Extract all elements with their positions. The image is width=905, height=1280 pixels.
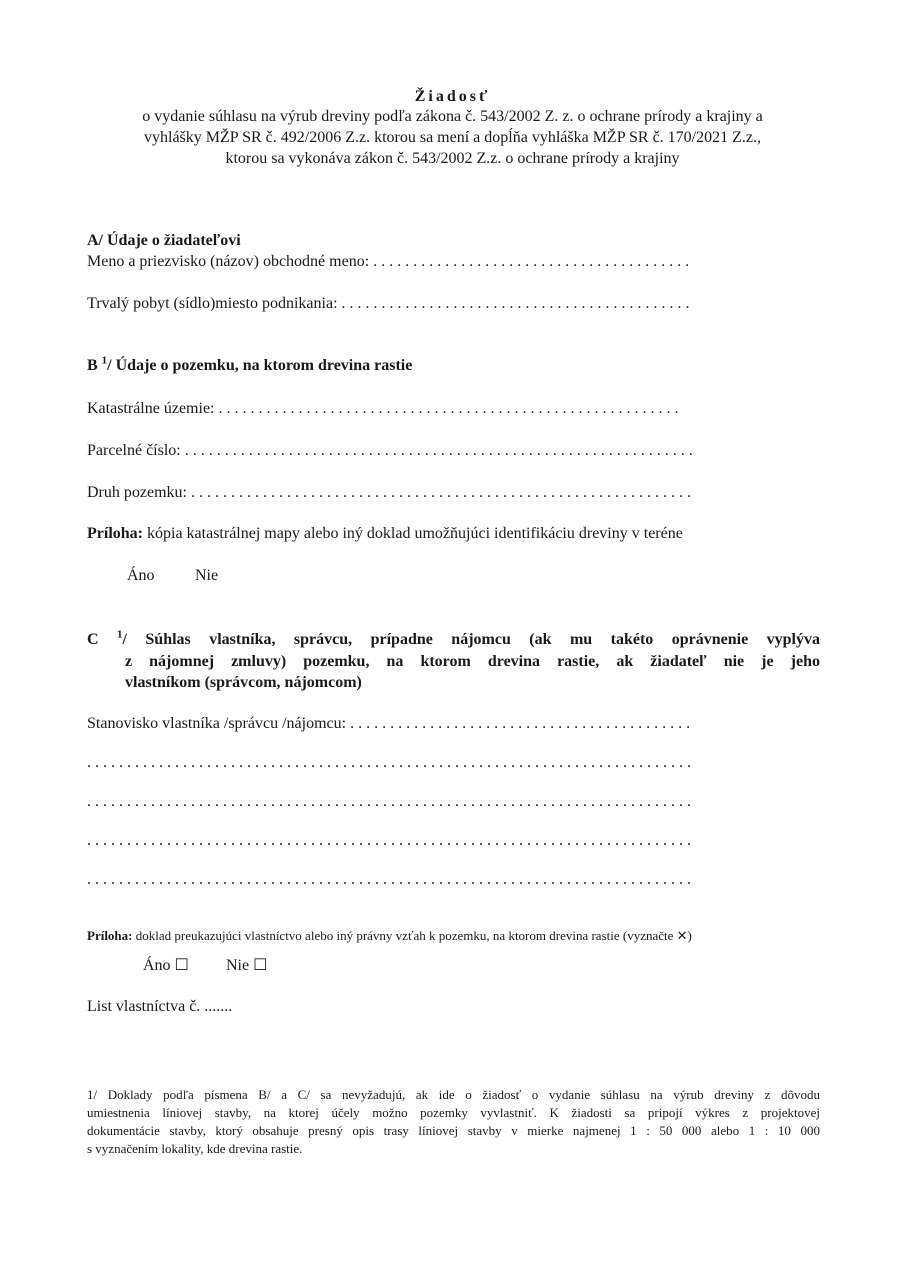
land-type-field[interactable]: Druh pozemku: . . . . . . . . . . . . . . . . . . . . . . . . . . . . . . . . . . . . . . . . . . . . . . . . . . . . . . . . . . . . . . . (87, 484, 691, 501)
subtitle-line-3: ktorou sa vykonáva zákon č. 543/2002 Z.z. o ochrane prírody a krajiny (225, 150, 680, 167)
footnote-line-3: dokumentácie stavby, ktorý obsahuje presný opis trasy líniovej stavby v mierke najmenej 1 : 50 000 alebo 1 : 10 000 (87, 1123, 820, 1138)
attachment-label: Príloha: (87, 525, 143, 542)
attachment-text: doklad preukazujúci vlastníctvo alebo iný právny vzťah k pozemku, na ktorom drevina rastie (vyznačte ✕) (132, 928, 692, 943)
applicant-name-field[interactable]: Meno a priezvisko (názov) obchodné meno: . . . . . . . . . . . . . . . . . . . . . . . . . . . . . . . . . . . . . . . . (87, 253, 690, 270)
section-c-no-checkbox[interactable]: Nie ☐ (226, 957, 268, 974)
section-b-no-option[interactable]: Nie (195, 567, 219, 584)
section-c-yes-checkbox[interactable]: Áno ☐ (143, 957, 189, 974)
subtitle-line-2: vyhlášky MŽP SR č. 492/2006 Z.z. ktorou sa mení a dopĺňa vyhláška MŽP SR č. 170/2021 Z.z., (144, 129, 761, 146)
dotted-line[interactable]: . . . . . . . . . . . . . . . . . . . . . . . . . . . . . . . . . . . . . . . . . . . . . . . . . . . . . . . . . . . . . . . . . . . . . . . . . . . . (87, 793, 691, 810)
footnote-line-2: umiestnenia líniovej stavby, na ktorej účely možno pozemky vyvlastniť. K žiadosti sa pripojí výkres z projektovej (87, 1105, 820, 1120)
section-c-heading-line-1 (87, 628, 820, 649)
section-b-footnote-ref: 1 (101, 354, 108, 367)
section-c-heading-line-2: z nájomnej zmluvy) pozemku, na ktorom drevina rastie, ak žiadateľ nie je jeho (125, 653, 820, 670)
dotted-line[interactable]: . . . . . . . . . . . . . . . . . . . . . . . . . . . . . . . . . . . . . . . . . . . . . . . . . . . . . . . . . . . . . . . . . . . . . . . . . . . . (87, 754, 691, 771)
section-c-footnote-ref: 1 (117, 628, 123, 641)
attachment-label: Príloha: (87, 928, 133, 943)
parcel-number-field[interactable]: Parcelné číslo: . . . . . . . . . . . . . . . . . . . . . . . . . . . . . . . . . . . . . . . . . . . . . . . . . . . . . . . . . . . . . . . . (87, 442, 693, 459)
footnote-line-4: s vyznačením lokality, kde drevina rastie. (87, 1141, 303, 1156)
dotted-line[interactable]: . . . . . . . . . . . . . . . . . . . . . . . . . . . . . . . . . . . . . . . . . . . . . . . . . . . . . . . . . . . . . . . . . . . . . . . . . . . . (87, 832, 691, 849)
section-c-prefix: C (87, 631, 118, 648)
footnote-line-1: 1/ Doklady podľa písmena B/ a C/ sa nevyžadujú, ak ide o žiadosť o vydanie súhlasu na výrub dreviny z dôvodu (87, 1087, 820, 1102)
section-b-prefix: B (87, 357, 102, 374)
subtitle-line-1: o vydanie súhlasu na výrub dreviny podľa zákona č. 543/2002 Z. z. o ochrane prírody a krajiny a (142, 108, 763, 125)
section-b-yes-option[interactable]: Áno (127, 567, 155, 584)
owner-opinion-field[interactable]: Stanovisko vlastníka /správcu /nájomcu: . . . . . . . . . . . . . . . . . . . . . . . . . . . . . . . . . . . . . . . . . . . (87, 715, 691, 732)
cadastral-area-field[interactable]: Katastrálne územie: . . . . . . . . . . . . . . . . . . . . . . . . . . . . . . . . . . . . . . . . . . . . . . . . . . . . . . . . . . (87, 400, 679, 417)
dotted-line[interactable]: . . . . . . . . . . . . . . . . . . . . . . . . . . . . . . . . . . . . . . . . . . . . . . . . . . . . . . . . . . . . . . . . . . . . . . . . . . . . (87, 871, 691, 888)
page-title: Žiadosť (414, 88, 491, 105)
section-a-heading: A/ Údaje o žiadateľovi (87, 232, 241, 249)
section-c-heading-line-1-text: / Súhlas vlastníka, správcu, prípadne nájomcu (ak mu takéto oprávnenie vyplýva (122, 631, 820, 648)
section-b-heading (87, 354, 413, 375)
section-b-attachment (87, 525, 683, 543)
applicant-address-field[interactable]: Trvalý pobyt (sídlo)miesto podnikania: . . . . . . . . . . . . . . . . . . . . . . . . . . . . . . . . . . . . . . . . . . . . (87, 295, 690, 312)
ownership-sheet-field[interactable]: List vlastníctva č. ....... (87, 998, 233, 1015)
section-c-attachment (87, 928, 692, 944)
section-b-heading-text: / Údaje o pozemku, na ktorom drevina rastie (107, 357, 413, 374)
attachment-text: kópia katastrálnej mapy alebo iný doklad umožňujúci identifikáciu dreviny v teréne (143, 525, 683, 542)
section-c-heading-line-3: vlastníkom (správcom, nájomcom) (125, 674, 362, 691)
